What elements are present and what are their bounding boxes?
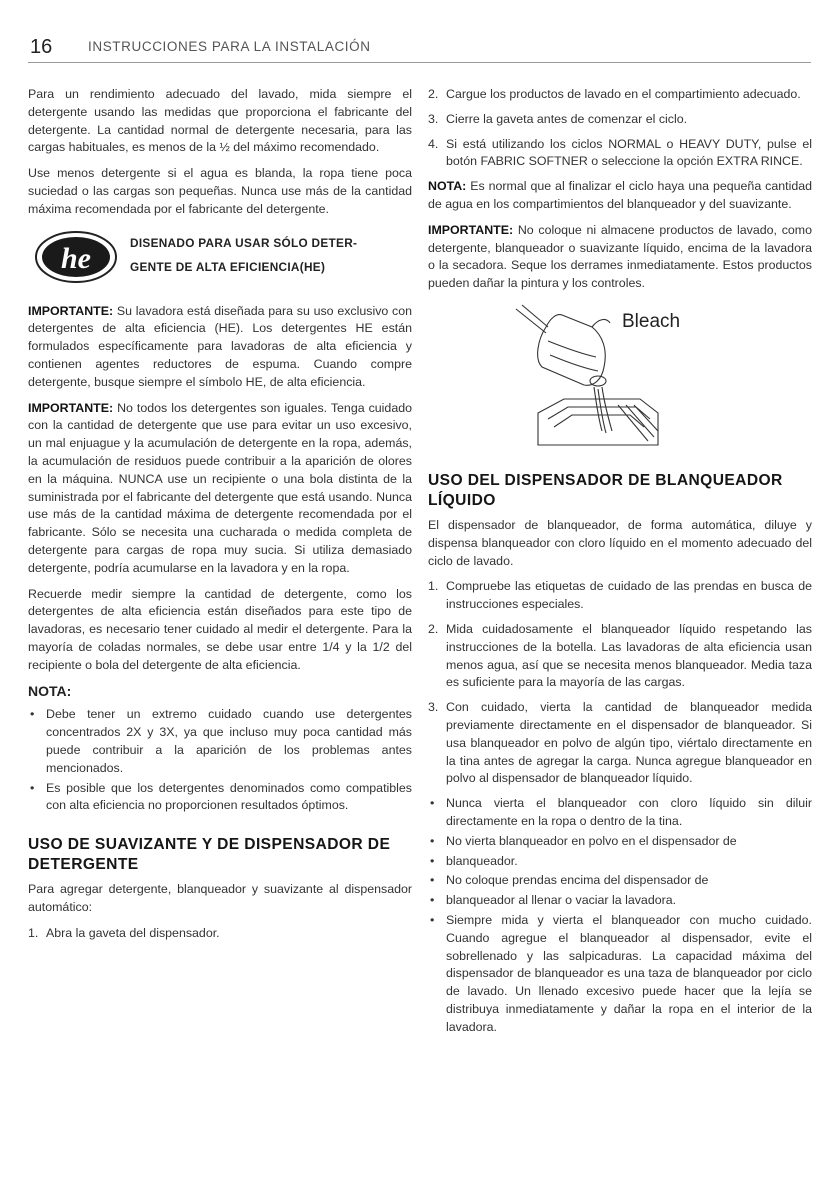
important-he-paragraph bbox=[28, 303, 412, 392]
bleach-illustration bbox=[428, 301, 812, 451]
list-item: 4. Si está utilizando los ciclos NORMAL o HEAVY DUTY, pulse el botón FABRIC SOFTNER o seleccione la opción EXTRA RINCE. bbox=[428, 136, 812, 169]
step-number: 1. bbox=[428, 579, 439, 594]
list-item: 3. Cierre la gaveta antes de comenzar el ciclo. bbox=[428, 111, 812, 129]
list-item: • Nunca vierta el blanqueador con cloro líquido sin diluir directamente en la ropa o dentro de la tina. bbox=[430, 796, 812, 828]
header-divider bbox=[28, 62, 811, 63]
dispenser-steps-list-continued bbox=[428, 86, 812, 171]
list-item: • No coloque prendas encima del dispensador de bbox=[428, 872, 812, 890]
important-amount-paragraph bbox=[28, 400, 412, 578]
important-he-text: Su lavadora está diseñada para su uso exclusivo con detergentes de alta eficiencia (HE). Los detergentes HE están formulados específicamente para lavadoras de alta eficiencia y contienen agentes reductores de espuma. Cuando compre detergente, busque siempre el símbolo HE, de alta eficiencia. bbox=[28, 303, 412, 389]
list-item: 1. Abra la gaveta del dispensador. bbox=[28, 925, 412, 943]
note-bullet-list bbox=[28, 706, 412, 815]
list-item: • blanqueador al llenar o vaciar la lavadora. bbox=[428, 892, 812, 910]
section-intro-bleach: El dispensador de blanqueador, de forma automática, diluye y dispensa blanqueador con cloro líquido en el momento adecuado del ciclo de lavado. bbox=[428, 517, 812, 568]
note-label: NOTA: bbox=[428, 179, 467, 194]
step-number: 4. bbox=[428, 136, 439, 151]
bleach-steps-list bbox=[428, 578, 812, 788]
bullet-icon: • bbox=[430, 893, 435, 908]
step-number: 2. bbox=[428, 87, 439, 101]
important-label: IMPORTANTE: bbox=[28, 400, 114, 415]
important-label: IMPORTANTE: bbox=[28, 303, 114, 318]
bleach-label: Bleach bbox=[622, 310, 681, 332]
step-number: 3. bbox=[428, 700, 439, 715]
bullet-icon: • bbox=[430, 796, 435, 811]
list-item: 3. Con cuidado, vierta la cantidad de blanqueador medida previamente directamente en el dispensador de blanqueador. Si usa blanqueador en polvo de algún tipo, viértalo directamente en la tina antes de agregar la carga. Nunca agregue blanqueador en polvo al dispensador de blanqueador líquido. bbox=[428, 700, 812, 786]
bullet-icon: • bbox=[30, 707, 35, 722]
list-item: • blanqueador. bbox=[428, 853, 812, 871]
paragraph-measure-detergent: Para un rendimiento adecuado del lavado, mida siempre el detergente usando las medidas que proporciona el fabricante del detergente. La cantidad normal de detergente necesaria, para las cargas habituales, es menos de la ½ del máximo recomendado. bbox=[28, 87, 412, 155]
section-heading-softener: USO DE SUAVIZANTE Y DE DISPENSADOR DE DETERGENTE bbox=[28, 836, 391, 874]
he-notice-line-2: GENTE DE ALTA EFICIENCIA(HE) bbox=[130, 259, 326, 274]
important-amount-text: No todos los detergentes son iguales. Tenga cuidado con la cantidad de detergente que use para evitar un uso excesivo, un mal enjuague y la acumulación de detergente en la ropa, además, la acumulación de residuos puede contribuir a la aparición de olores en la máquina. NUNCA use un recipiente o una bola distinta de la suministrada por el fabricante del detergente que está usando. Nunca use más de la cantidad máxima de detergente recomendada por el fabricante. Sólo se necesita una cucharada o medida completa de detergente para cargas de ropa muy sucia. Si utiliza demasiado detergente, podría acumularse en la lavadora y en la ropa. bbox=[28, 400, 412, 575]
important-storage-text: No coloque ni almacene productos de lavado, como detergente, blanqueador o suavizante líquido, encima de la lavadora o la secadora. Seque los derrames inmediatamente. Estos productos pueden dañar la pintura y los controles. bbox=[428, 222, 812, 291]
bullet-icon: • bbox=[430, 912, 435, 927]
note-paragraph bbox=[428, 178, 812, 214]
step-number: 3. bbox=[428, 111, 439, 126]
he-detergent-notice bbox=[28, 227, 412, 287]
he-notice-text bbox=[130, 231, 420, 279]
list-item: • Siempre mida y vierta el blanqueador con mucho cuidado. Cuando agregue el blanqueador al dispensador, evite el sobrellenado y las salpicaduras. La capacidad máxima del dispensador de blanqueador es una taza de blanqueador por ciclo de lavado. Un llenado excesivo puede hacer que la lejía se distribuya inmediatamente y dañar la ropa en el interior de la lavadora. bbox=[430, 912, 812, 1034]
section-intro-softener: Para agregar detergente, blanqueador y suavizante al dispensador automático: bbox=[28, 882, 412, 914]
bleach-bullet-list bbox=[428, 795, 812, 1036]
left-column bbox=[28, 86, 412, 949]
bullet-icon: • bbox=[430, 833, 435, 848]
bullet-icon: • bbox=[30, 780, 35, 795]
bullet-icon: • bbox=[430, 853, 435, 868]
important-label: IMPORTANTE: bbox=[428, 222, 514, 237]
step-number: 1. bbox=[28, 925, 39, 940]
list-item: • Es posible que los detergentes denominados como compatibles con alta eficiencia no proporcionen resultados óptimos. bbox=[30, 780, 412, 813]
page-header bbox=[28, 36, 811, 60]
bullet-icon: • bbox=[430, 873, 435, 888]
he-logo-icon bbox=[32, 229, 120, 285]
he-logo-text: he bbox=[61, 241, 91, 275]
important-storage-paragraph bbox=[428, 222, 812, 293]
list-item: 2. Cargue los productos de lavado en el compartimiento adecuado. bbox=[428, 86, 812, 104]
list-item: 2. Mida cuidadosamente el blanqueador líquido respetando las instrucciones de la botella. Las lavadoras de alta eficiencia usan menos agua, así que se necesita menos blanqueador. Media taza es suficiente para la mayoría de las cargas. bbox=[428, 621, 812, 690]
note-heading: NOTA: bbox=[28, 682, 72, 699]
dispenser-steps-list bbox=[28, 925, 412, 943]
right-column bbox=[428, 86, 812, 1052]
paragraph-remember-measure: Recuerde medir siempre la cantidad de detergente, como los detergentes de alta eficiencia están diseñados para este tipo de lavadoras, es necesario tener cuidado al medir el detergente. Para la mayoría de coladas normales, se debe usar entre 1/4 y la 1/2 del recipiente o bola del detergente de alta eficiencia. bbox=[28, 586, 412, 672]
list-item: 1. Compruebe las etiquetas de cuidado de las prendas en busca de instrucciones especiales. bbox=[428, 579, 812, 612]
he-notice-line-1: DISENADO PARA USAR SÓLO DETER- bbox=[130, 235, 358, 250]
paragraph-use-less-detergent: Use menos detergente si el agua es blanda, la ropa tiene poca suciedad o las cargas son pequeñas. Nunca use más de la cantidad máxima recomendada por el fabricante del detergente. bbox=[28, 166, 412, 216]
page-title: INSTRUCCIONES PARA LA INSTALACIÓN bbox=[88, 39, 371, 54]
section-heading-bleach: USO DEL DISPENSADOR DE BLANQUEADOR LÍQUIDO bbox=[428, 471, 783, 509]
step-number: 2. bbox=[428, 621, 439, 636]
page-number: 16 bbox=[30, 36, 53, 58]
list-item: • No vierta blanqueador en polvo en el dispensador de bbox=[428, 833, 812, 851]
note-text: Es normal que al finalizar el ciclo haya una pequeña cantidad de agua en los compartimientos del blanqueador y del suavizante. bbox=[428, 179, 812, 211]
list-item: • Debe tener un extremo cuidado cuando use detergentes concentrados 2X y 3X, ya que incluso muy poca cantidad más puede contribuir a la aparición de los problemas antes mencionados. bbox=[30, 707, 412, 775]
